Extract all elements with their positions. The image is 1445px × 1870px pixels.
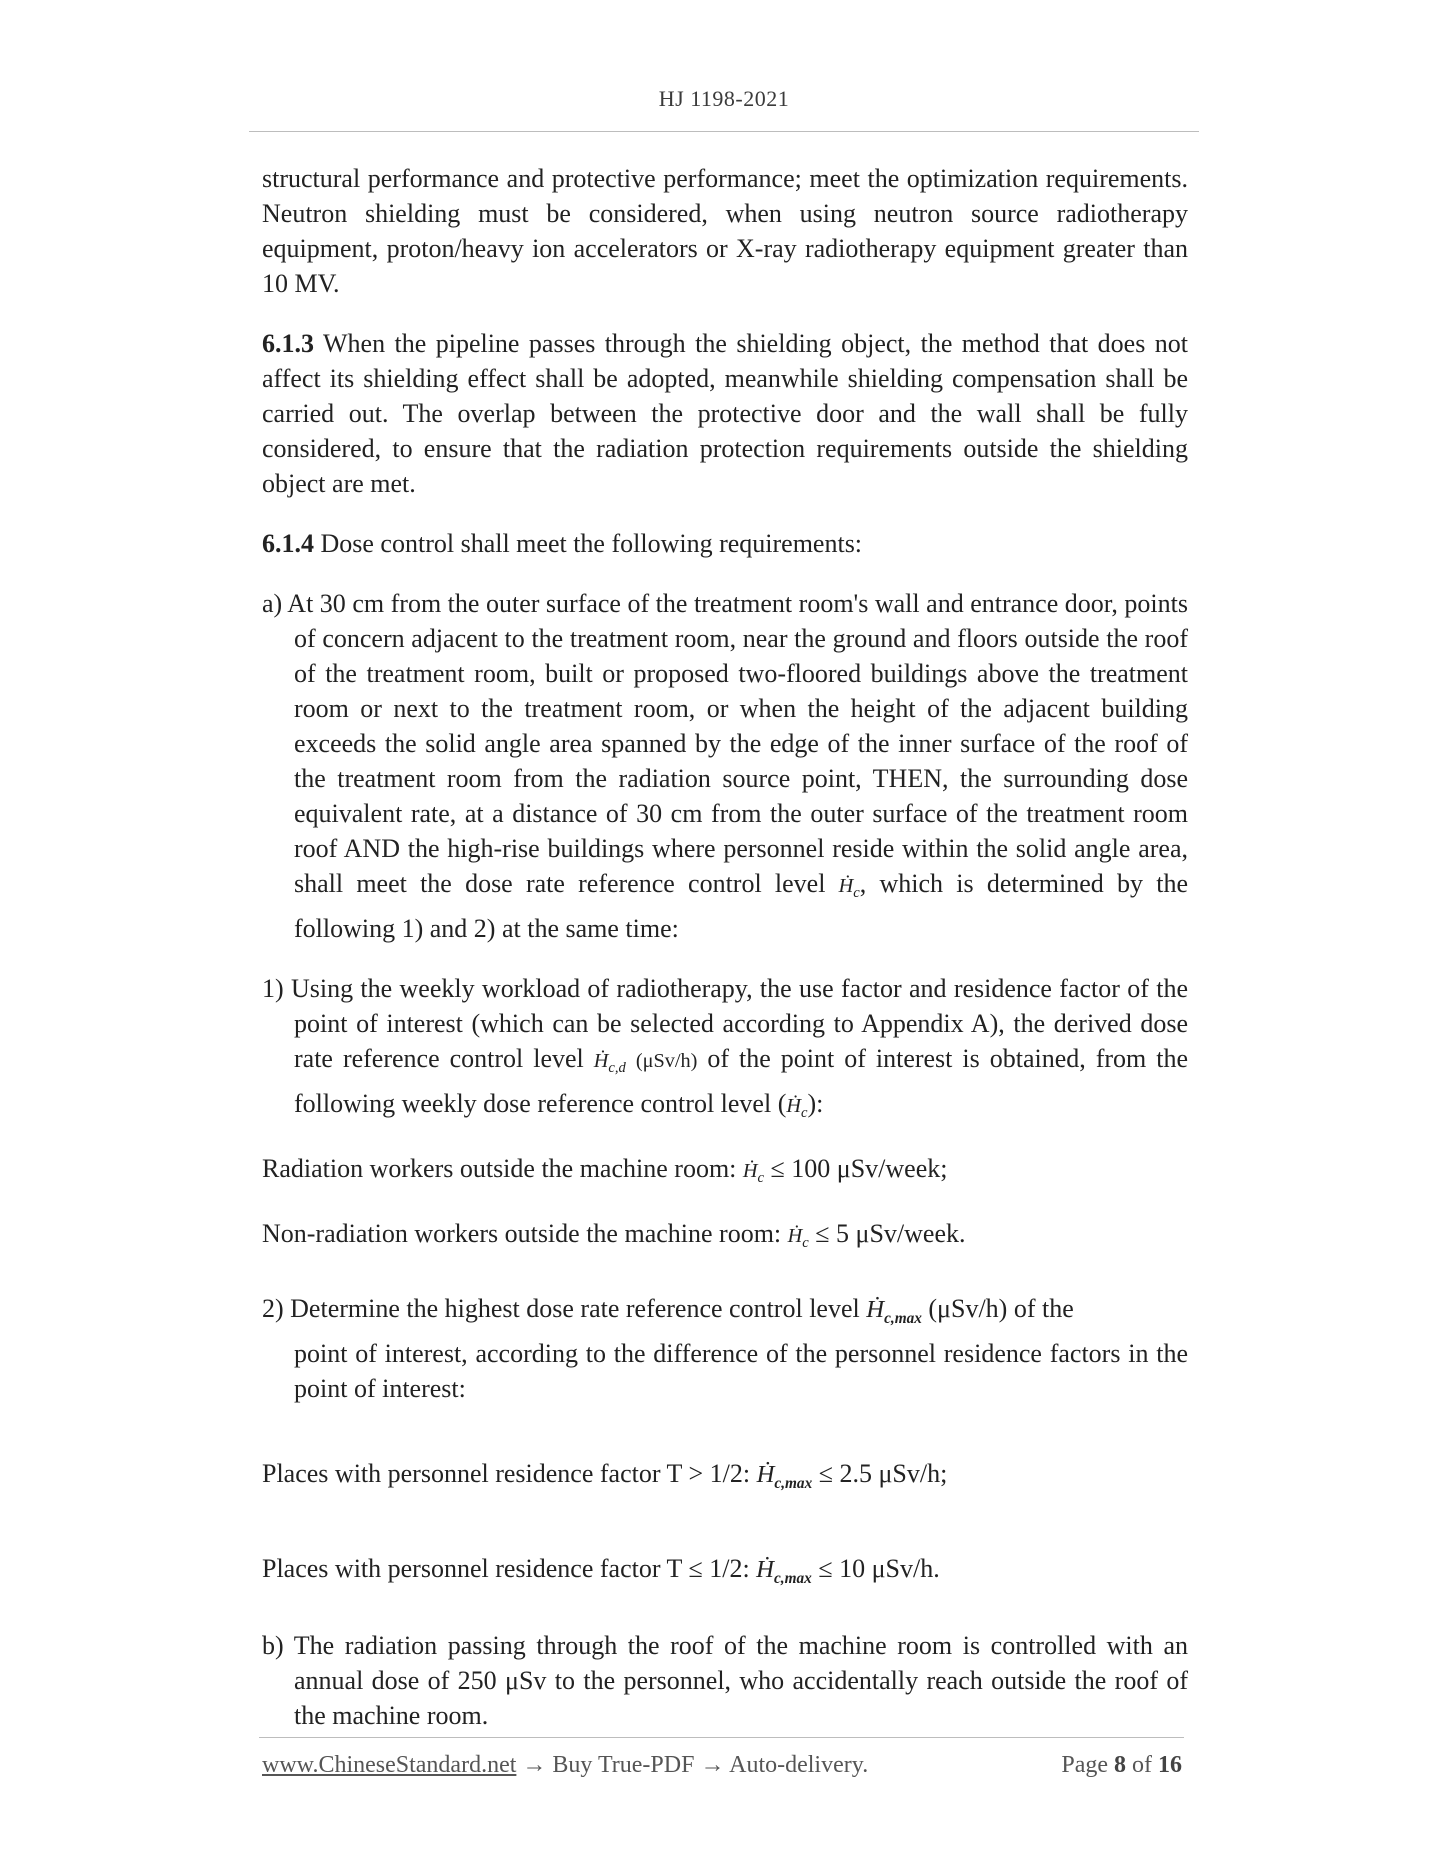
page-indicator: Page 8 of 16 <box>1061 1752 1182 1778</box>
hc-symbol: Ḣ$_c$ <box>742 1160 765 1187</box>
item-2-text: 2) Determine the highest dose rate reference control level <box>262 1294 860 1324</box>
clause-number: 6.1.4 <box>262 529 314 558</box>
unit-usvh: (μSv/h) <box>635 1050 698 1073</box>
footer-divider <box>259 1737 1184 1738</box>
item-2-unit: (μSv/h) of the <box>928 1294 1074 1324</box>
clause-text: Dose control shall meet the following requirements: <box>320 529 863 558</box>
hcmax-symbol: Ḣ$_{c,max}$ <box>756 1556 812 1588</box>
intro-paragraph: structural performance and protective performance; meet the optimization requirements. Neutron shielding must be considered, when using neutron source radiotherapy equipment, proton/heavy ion accelerators or X-ray radiotherapy equipment greater than 10 MV. <box>262 164 1188 298</box>
item-1: 1) Using the weekly workload of radiotherapy, the use factor and residence factor of the point of interest (which can be selected according to Appendix A), the derived dose rate reference control level Ḣ$_{c,d}$ (μSv/h) of the point of interest is obtained, from the following weekly dose reference control level (Ḣ$_c$): <box>262 974 1189 1122</box>
document-body <box>262 161 1188 1733</box>
page-header: HJ 1198-2021 <box>658 86 790 111</box>
item-a-text-end: which is determined by the following 1) and 2) at the same time: <box>294 869 1188 944</box>
formula-residence-high: Places with personnel residence factor T > 1/2: Ḣ$_{c,max}$ ≤ 2.5 μSv/h; <box>262 1459 948 1493</box>
page-footer <box>262 1752 1182 1786</box>
hc-symbol: Ḣ$_c$ <box>838 875 860 902</box>
hcmax-symbol: Ḣ$_{c,max}$ <box>756 1461 813 1493</box>
item-b: b) The radiation passing through the roof of the machine room is controlled with an annual dose of 250 μSv to the personnel, who accidentally reach outside the roof of the machine room. <box>262 1631 1188 1731</box>
item-2 <box>262 1291 1188 1406</box>
formula-residence-low: Places with personnel residence factor T ≤ 1/2: Ḣ$_{c,max}$ ≤ 10 μSv/h. <box>262 1554 940 1588</box>
site-link[interactable]: www.ChineseStandard.net <box>262 1752 517 1778</box>
item-a <box>262 586 1188 946</box>
header-divider <box>249 131 1199 132</box>
clause-text: When the pipeline passes through the shielding object, the method that does not affect its shielding effect shall be adopted, meanwhile shielding compensation shall be carried out. The overlap between the protective door and the wall shall be fully considered, to ensure that the radiation protection requirements outside the shielding object are met. <box>262 329 1189 498</box>
hcmax-symbol: Ḣ$_{c,max}$ <box>866 1296 922 1328</box>
comma: , <box>859 869 867 898</box>
hc-symbol: Ḣ$_c$ <box>786 1095 808 1122</box>
footer-left <box>262 1752 868 1779</box>
formula-radiation-workers: Radiation workers outside the machine room: Ḣ$_c$ ≤ 100 μSv/week; <box>262 1154 948 1187</box>
clause-6-1-3 <box>262 326 1188 501</box>
item-1-text: 1) Using the weekly workload of radiotherapy, the use factor and residence factor of the point of interest (which can be selected according to Appendix A), the derived dose rate reference control level <box>262 974 1188 1074</box>
hcd-symbol: Ḣ$_{c,d}$ <box>593 1050 626 1077</box>
total-pages: 16 <box>1158 1752 1182 1778</box>
item-1-text-mid: of the point of interest is obtained, from the following weekly dose reference control level ( <box>294 1044 1189 1119</box>
clause-6-1-4 <box>262 526 1188 561</box>
clause-number: 6.1.3 <box>262 329 314 358</box>
footer-tail: → Buy True-PDF → Auto-delivery. <box>522 1752 869 1778</box>
formula-non-radiation-workers: Non-radiation workers outside the machine room: Ḣ$_c$ ≤ 5 μSv/week. <box>262 1219 966 1252</box>
item-2-text-end: point of interest, according to the difference of the personnel residence factors in the point of interest: <box>294 1339 1188 1404</box>
current-page: 8 <box>1114 1752 1126 1778</box>
item-a-text: a) At 30 cm from the outer surface of the treatment room's wall and entrance door, points of concern adjacent to the treatment room, near the ground and floors outside the roof of the treatment room, built or proposed two-floored buildings above the treatment room or next to the treatment room, or when the height of the adjacent building exceeds the solid angle area spanned by the edge of the inner surface of the roof of the treatment room from the radiation source point, THEN, the surrounding dose equivalent rate, at a distance of 30 cm from the outer surface of the treatment room roof AND the high-rise buildings where personnel reside within the solid angle area, shall meet the dose rate reference control level <box>262 589 1188 898</box>
hc-symbol: Ḣ$_c$ <box>787 1225 809 1252</box>
